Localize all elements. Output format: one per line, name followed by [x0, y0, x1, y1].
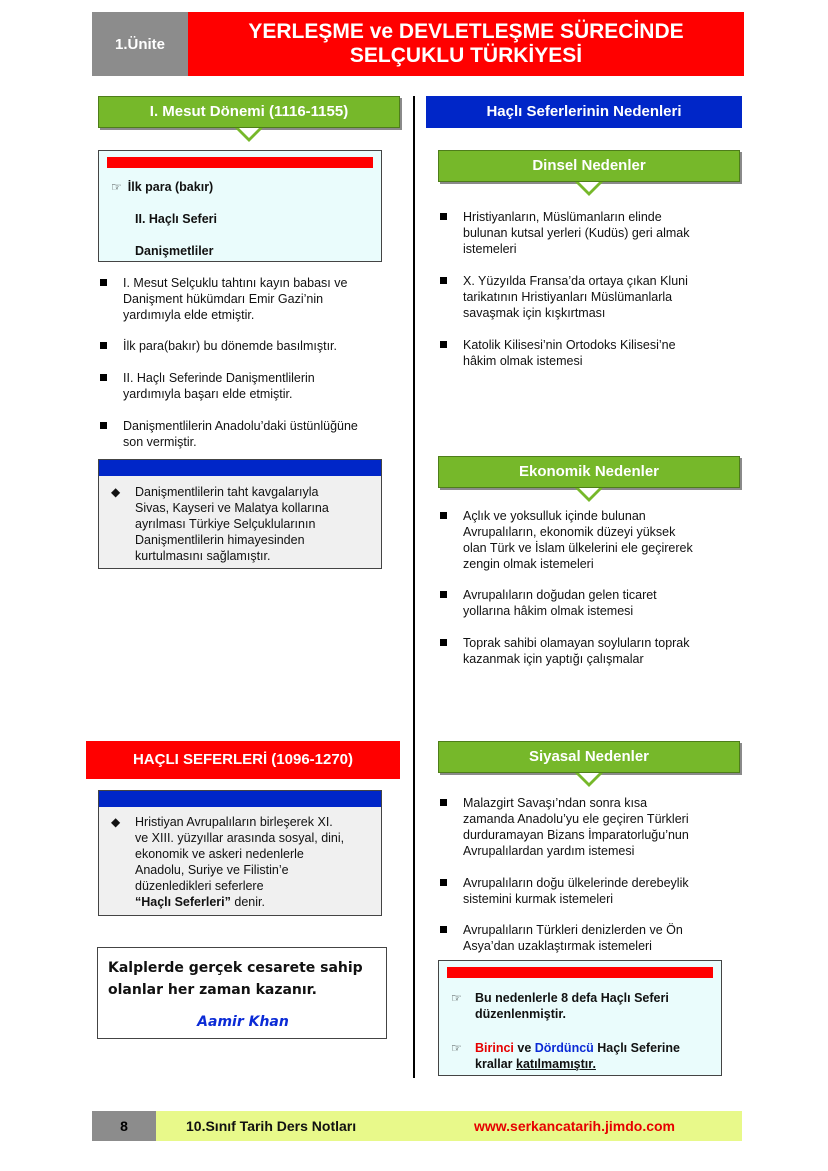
dinsel-title: Dinsel Nedenler	[532, 157, 646, 174]
definition-box-bluebar	[99, 791, 381, 807]
square-bullet-icon	[440, 926, 447, 933]
hacli-definition-box: ◆ Hristiyan Avrupalıların birleşerek XI. ve XIII. yüzyıllar arasında sosyal, dini, ekonomik ve askeri nedenlerle Anadolu, Suriye ve Filistin’e düzenledikleri seferlere “Haçlı Seferleri” denir.	[98, 790, 382, 916]
siyasal-arrow-inner	[579, 773, 599, 783]
siyasal-title: Siyasal Nedenler	[528, 748, 650, 765]
square-bullet-icon	[440, 213, 447, 220]
reasons-banner	[426, 96, 742, 128]
hand-pointer-icon: ☞	[451, 1041, 462, 1055]
square-bullet-icon	[440, 277, 447, 284]
note-box-bluebar	[99, 460, 381, 476]
footer-url-link[interactable]: www.serkancatarih.jimdo.com	[474, 1118, 675, 1134]
siyasal-banner	[438, 741, 740, 773]
summary-line-2: ☞ Birinci ve Dördüncü Haçlı Seferine krallar katılmamıştır.	[451, 1041, 680, 1071]
column-divider	[413, 96, 415, 1078]
hacli-banner	[86, 741, 400, 779]
title-line-1: YERLEŞME ve DEVLETLEŞME SÜRECİNDE	[248, 20, 684, 43]
mesut-title: I. Mesut Dönemi (1116-1155)	[149, 103, 349, 120]
square-bullet-icon	[100, 342, 107, 349]
mesut-banner	[98, 96, 400, 128]
term-bold: “Haçlı Seferleri”	[135, 895, 231, 909]
ekonomik-arrow-inner	[579, 488, 599, 498]
quote-text: Kalplerde gerçek cesarete sahip olanlar her zaman kazanır.	[108, 960, 363, 998]
quote-box	[97, 947, 387, 1039]
keyword-3: Danişmetliler	[135, 244, 214, 258]
summary-box-redbar	[447, 967, 713, 978]
reasons-title: Haçlı Seferlerinin Nedenleri	[486, 103, 682, 120]
hacli-title: HAÇLI SEFERLERİ (1096-1270)	[132, 751, 354, 768]
diamond-bullet-icon: ◆	[111, 485, 121, 499]
dinsel-banner	[438, 150, 740, 182]
title-line-2: SELÇUKLU TÜRKİYESİ	[349, 44, 583, 67]
page-title	[188, 12, 744, 76]
keyword-box-redbar	[107, 157, 373, 168]
square-bullet-icon	[440, 591, 447, 598]
unit-text: 1.Ünite	[114, 35, 165, 53]
mesut-arrow-inner	[239, 128, 259, 138]
square-bullet-icon	[100, 422, 107, 429]
ekonomik-banner	[438, 456, 740, 488]
square-bullet-icon	[440, 341, 447, 348]
square-bullet-icon	[100, 374, 107, 381]
footer-title: 10.Sınıf Tarih Ders Notları	[186, 1118, 357, 1134]
square-bullet-icon	[440, 879, 447, 886]
unit-label	[92, 12, 188, 76]
summary-line-1: ☞ Bu nedenlerle 8 defa Haçlı Seferi düzenlenmiştir.	[451, 991, 669, 1021]
mesut-keyword-box	[98, 150, 382, 262]
quote-author: Aamir Khan	[197, 1014, 289, 1030]
page-number: 8	[92, 1111, 156, 1141]
ekonomik-title: Ekonomik Nedenler	[518, 463, 660, 480]
square-bullet-icon	[440, 512, 447, 519]
square-bullet-icon	[440, 799, 447, 806]
hand-pointer-icon: ☞	[451, 991, 462, 1005]
mesut-note-box: ◆ Danişmentlilerin taht kavgalarıyla Sivas, Kayseri ve Malatya kollarına ayrılması Türkiye Selçuklularının Danişmentlilerin himayesinden kurtulmasını sağlamıştır.	[98, 459, 382, 569]
square-bullet-icon	[100, 279, 107, 286]
square-bullet-icon	[440, 639, 447, 646]
keyword-2: II. Haçlı Seferi	[135, 212, 217, 226]
diamond-bullet-icon: ◆	[111, 815, 121, 829]
keyword-1: ☞ İlk para (bakır)	[111, 180, 214, 194]
hand-pointer-icon: ☞	[111, 180, 122, 194]
dinsel-arrow-inner	[579, 182, 599, 192]
summary-box	[438, 960, 722, 1076]
